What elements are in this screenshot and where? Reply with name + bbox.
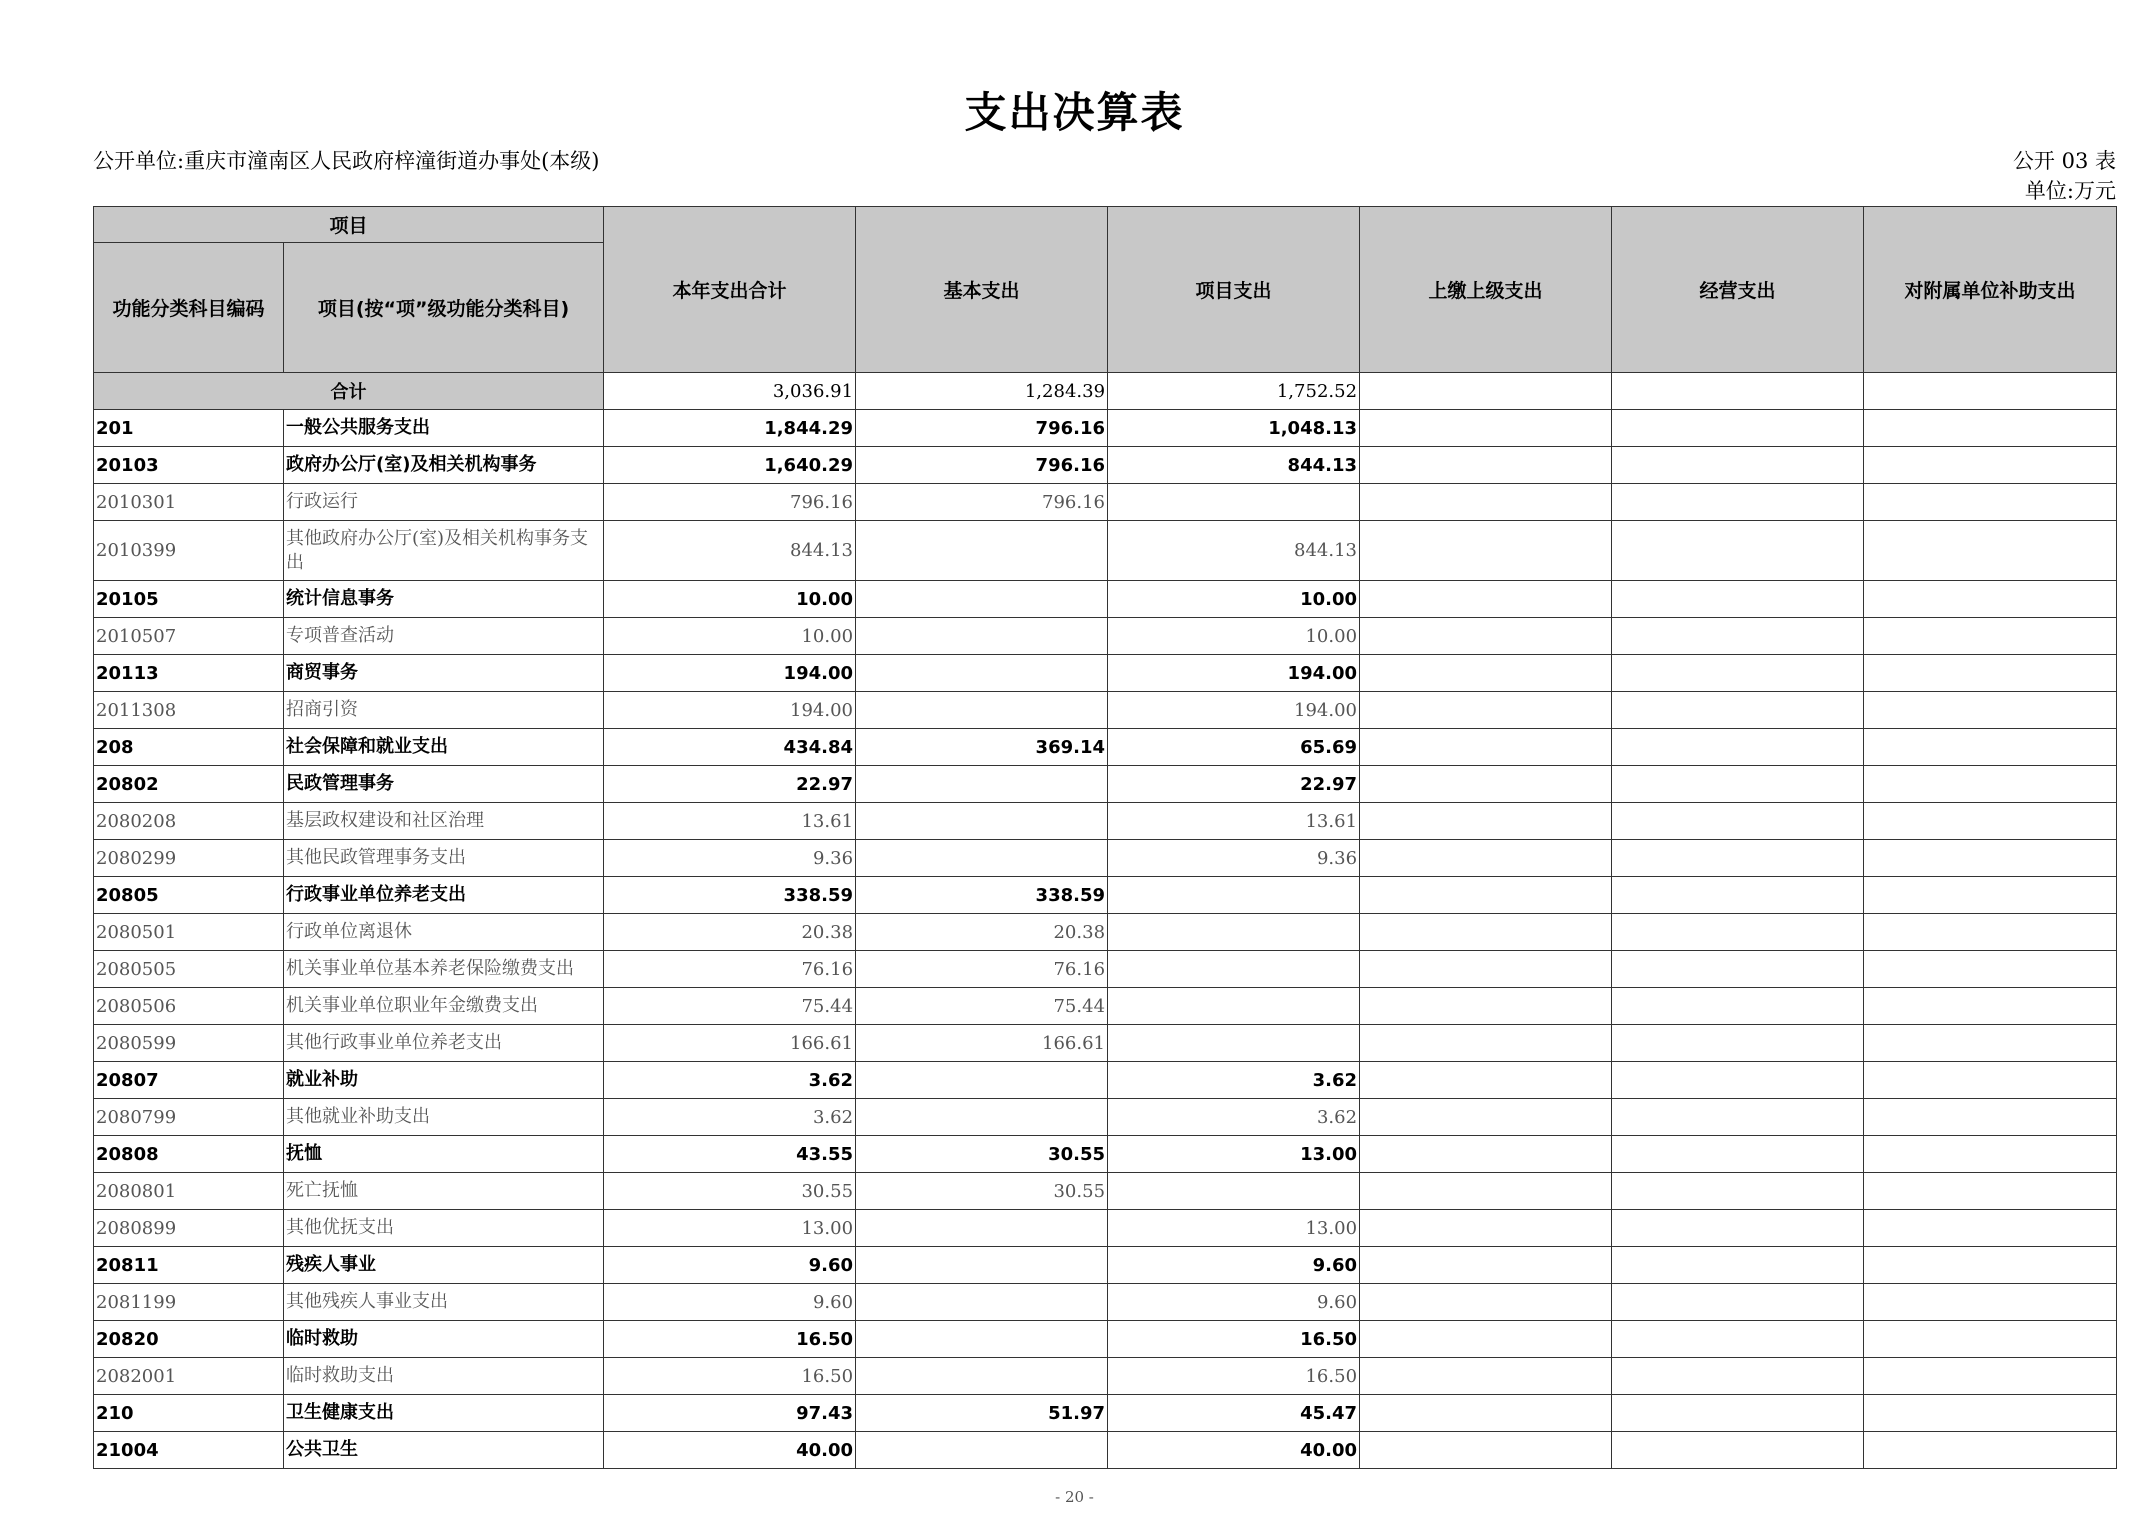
cell-subsidy [1864,447,2117,484]
header-basic: 基本支出 [856,207,1108,373]
cell-name: 招商引资 [284,692,604,729]
cell-total: 194.00 [604,692,856,729]
cell-name: 政府办公厅(室)及相关机构事务 [284,447,604,484]
reporting-unit: 公开单位:重庆市潼南区人民政府梓潼街道办事处(本级) [93,149,600,173]
cell-project [1108,484,1360,521]
cell-total: 194.00 [604,655,856,692]
cell-upper [1360,581,1612,618]
cell-project [1108,988,1360,1025]
cell-name: 其他就业补助支出 [284,1099,604,1136]
cell-subsidy [1864,988,2117,1025]
header-project-expenditure: 项目支出 [1108,207,1360,373]
cell-basic [856,1210,1108,1247]
cell-code: 20808 [94,1136,284,1173]
cell-project: 194.00 [1108,692,1360,729]
cell-total: 75.44 [604,988,856,1025]
cell-code: 20105 [94,581,284,618]
cell-code: 2011308 [94,692,284,729]
cell-business [1612,1321,1864,1358]
cell-basic [856,655,1108,692]
cell-basic: 20.38 [856,914,1108,951]
cell-code: 20820 [94,1321,284,1358]
cell-subsidy [1864,1247,2117,1284]
cell-subsidy [1864,840,2117,877]
cell-name: 其他残疾人事业支出 [284,1284,604,1321]
cell-upper [1360,914,1612,951]
cell-name: 临时救助 [284,1321,604,1358]
cell-total: 434.84 [604,729,856,766]
cell-basic [856,766,1108,803]
cell-name: 专项普查活动 [284,618,604,655]
cell-subsidy [1864,729,2117,766]
cell-code: 2080501 [94,914,284,951]
cell-project [1108,1025,1360,1062]
cell-total: 1,640.29 [604,447,856,484]
cell-basic [856,618,1108,655]
cell-code: 20113 [94,655,284,692]
table-row [94,581,2117,618]
cell-project: 1,048.13 [1108,410,1360,447]
cell-upper [1360,803,1612,840]
cell-total: 3.62 [604,1099,856,1136]
cell-basic [856,1321,1108,1358]
cell-name: 机关事业单位基本养老保险缴费支出 [284,951,604,988]
cell-code: 21004 [94,1432,284,1469]
cell-total: 40.00 [604,1432,856,1469]
cell-name: 其他行政事业单位养老支出 [284,1025,604,1062]
cell-total: 796.16 [604,484,856,521]
cell-business [1612,581,1864,618]
cell-subsidy [1864,1062,2117,1099]
cell-name: 死亡抚恤 [284,1173,604,1210]
cell-business [1612,988,1864,1025]
cell-name: 一般公共服务支出 [284,410,604,447]
cell-total: 16.50 [604,1358,856,1395]
cell-name: 其他政府办公厅(室)及相关机构事务支出 [284,521,604,581]
cell-basic: 796.16 [856,484,1108,521]
total-label: 合计 [94,373,604,410]
cell-basic: 76.16 [856,951,1108,988]
cell-code: 2010301 [94,484,284,521]
cell-basic [856,1247,1108,1284]
expenditure-table [93,206,2117,1469]
cell-total: 338.59 [604,877,856,914]
cell-name: 民政管理事务 [284,766,604,803]
cell-project: 16.50 [1108,1358,1360,1395]
cell-business [1612,1210,1864,1247]
table-row [94,988,2117,1025]
cell-name: 行政单位离退休 [284,914,604,951]
cell-basic [856,803,1108,840]
cell-business [1612,410,1864,447]
cell-subsidy [1864,1173,2117,1210]
cell-name: 机关事业单位职业年金缴费支出 [284,988,604,1025]
cell-code: 2010399 [94,521,284,581]
cell-subsidy [1864,410,2117,447]
cell-total: 22.97 [604,766,856,803]
cell-upper [1360,877,1612,914]
cell-upper [1360,1210,1612,1247]
cell-basic: 338.59 [856,877,1108,914]
table-row [94,1432,2117,1469]
header-subsidy: 对附属单位补助支出 [1864,207,2117,373]
cell-total: 10.00 [604,618,856,655]
table-row [94,1062,2117,1099]
cell-business [1612,692,1864,729]
cell-upper [1360,618,1612,655]
header-code: 功能分类科目编码 [94,243,284,373]
cell-total: 13.61 [604,803,856,840]
cell-code: 20802 [94,766,284,803]
table-row [94,914,2117,951]
cell-business [1612,840,1864,877]
cell-total: 16.50 [604,1321,856,1358]
table-row [94,1025,2117,1062]
cell-basic [856,1432,1108,1469]
cell-name: 其他优抚支出 [284,1210,604,1247]
cell-business [1612,618,1864,655]
cell-total: 844.13 [604,521,856,581]
cell-name: 残疾人事业 [284,1247,604,1284]
cell-business [1612,1395,1864,1432]
table-row [94,447,2117,484]
cell-upper [1360,410,1612,447]
cell-code: 2081199 [94,1284,284,1321]
cell-upper [1360,1321,1612,1358]
cell-total: 1,844.29 [604,410,856,447]
cell-subsidy [1864,951,2117,988]
table-row [94,1136,2117,1173]
table-row [94,410,2117,447]
cell-total: 76.16 [604,951,856,988]
cell-basic: 369.14 [856,729,1108,766]
page-number: - 20 - [1055,1488,1094,1506]
total-upper [1360,373,1612,410]
table-row [94,618,2117,655]
cell-business [1612,729,1864,766]
cell-upper [1360,1062,1612,1099]
cell-code: 2080599 [94,1025,284,1062]
table-number: 公开 03 表 [2012,149,2116,173]
cell-code: 210 [94,1395,284,1432]
cell-basic [856,1062,1108,1099]
cell-basic [856,692,1108,729]
cell-upper [1360,840,1612,877]
page-title: 支出决算表 [964,88,1185,137]
header-name: 项目(按“项”级功能分类科目) [284,243,604,373]
cell-upper [1360,1099,1612,1136]
cell-business [1612,1284,1864,1321]
cell-subsidy [1864,1099,2117,1136]
cell-subsidy [1864,692,2117,729]
cell-basic [856,1284,1108,1321]
cell-project: 10.00 [1108,581,1360,618]
cell-project [1108,877,1360,914]
header-project: 项目 [94,207,604,243]
table-row [94,1210,2117,1247]
cell-upper [1360,1358,1612,1395]
cell-project: 844.13 [1108,447,1360,484]
cell-project: 65.69 [1108,729,1360,766]
cell-total: 13.00 [604,1210,856,1247]
cell-upper [1360,447,1612,484]
cell-total: 30.55 [604,1173,856,1210]
table-row [94,521,2117,581]
cell-basic: 30.55 [856,1173,1108,1210]
cell-upper [1360,766,1612,803]
header-business: 经营支出 [1612,207,1864,373]
cell-upper [1360,1025,1612,1062]
cell-business [1612,1025,1864,1062]
cell-business [1612,655,1864,692]
header-total: 本年支出合计 [604,207,856,373]
cell-project: 844.13 [1108,521,1360,581]
cell-total: 10.00 [604,581,856,618]
cell-code: 2080899 [94,1210,284,1247]
cell-upper [1360,484,1612,521]
cell-total: 20.38 [604,914,856,951]
total-row [94,373,2117,410]
cell-basic: 796.16 [856,410,1108,447]
cell-code: 2080801 [94,1173,284,1210]
cell-project: 13.00 [1108,1136,1360,1173]
cell-subsidy [1864,803,2117,840]
cell-basic [856,1358,1108,1395]
total-total: 3,036.91 [604,373,856,410]
cell-subsidy [1864,877,2117,914]
table-row [94,877,2117,914]
cell-subsidy [1864,1321,2117,1358]
cell-name: 基层政权建设和社区治理 [284,803,604,840]
cell-subsidy [1864,1025,2117,1062]
cell-project: 194.00 [1108,655,1360,692]
cell-project [1108,951,1360,988]
cell-business [1612,484,1864,521]
table-row [94,1099,2117,1136]
table-row [94,1358,2117,1395]
cell-project: 3.62 [1108,1062,1360,1099]
cell-code: 2082001 [94,1358,284,1395]
cell-name: 行政事业单位养老支出 [284,877,604,914]
cell-code: 2010507 [94,618,284,655]
cell-subsidy [1864,581,2117,618]
table-row [94,1321,2117,1358]
cell-upper [1360,692,1612,729]
table-row [94,1284,2117,1321]
cell-project [1108,1173,1360,1210]
cell-basic: 796.16 [856,447,1108,484]
cell-subsidy [1864,1395,2117,1432]
cell-subsidy [1864,655,2117,692]
cell-name: 商贸事务 [284,655,604,692]
cell-code: 20805 [94,877,284,914]
table-row [94,766,2117,803]
cell-basic [856,1099,1108,1136]
cell-total: 43.55 [604,1136,856,1173]
cell-code: 2080506 [94,988,284,1025]
cell-project: 9.60 [1108,1284,1360,1321]
cell-project: 9.36 [1108,840,1360,877]
cell-basic: 30.55 [856,1136,1108,1173]
table-row [94,840,2117,877]
currency-unit: 单位:万元 [2024,179,2116,203]
total-business [1612,373,1864,410]
cell-business [1612,1358,1864,1395]
cell-upper [1360,1247,1612,1284]
total-basic: 1,284.39 [856,373,1108,410]
cell-upper [1360,1136,1612,1173]
cell-subsidy [1864,1432,2117,1469]
cell-name: 卫生健康支出 [284,1395,604,1432]
table-row [94,1173,2117,1210]
cell-basic: 51.97 [856,1395,1108,1432]
cell-upper [1360,1432,1612,1469]
cell-business [1612,877,1864,914]
cell-subsidy [1864,521,2117,581]
cell-subsidy [1864,1136,2117,1173]
cell-code: 201 [94,410,284,447]
table-row [94,655,2117,692]
cell-code: 2080299 [94,840,284,877]
cell-code: 20103 [94,447,284,484]
cell-total: 166.61 [604,1025,856,1062]
cell-business [1612,1432,1864,1469]
table-row [94,1247,2117,1284]
table-row [94,692,2117,729]
cell-subsidy [1864,484,2117,521]
cell-code: 208 [94,729,284,766]
cell-code: 2080208 [94,803,284,840]
cell-business [1612,914,1864,951]
cell-basic: 75.44 [856,988,1108,1025]
table-row [94,803,2117,840]
cell-upper [1360,655,1612,692]
table-row [94,951,2117,988]
cell-subsidy [1864,914,2117,951]
cell-code: 20807 [94,1062,284,1099]
cell-name: 抚恤 [284,1136,604,1173]
cell-project: 13.00 [1108,1210,1360,1247]
cell-name: 统计信息事务 [284,581,604,618]
table-row [94,729,2117,766]
cell-name: 其他民政管理事务支出 [284,840,604,877]
cell-project: 40.00 [1108,1432,1360,1469]
header-upper-payment: 上缴上级支出 [1360,207,1612,373]
cell-name: 公共卫生 [284,1432,604,1469]
cell-project: 9.60 [1108,1247,1360,1284]
cell-project: 3.62 [1108,1099,1360,1136]
cell-upper [1360,1284,1612,1321]
cell-total: 3.62 [604,1062,856,1099]
cell-code: 20811 [94,1247,284,1284]
cell-basic [856,581,1108,618]
cell-business [1612,1247,1864,1284]
cell-business [1612,1173,1864,1210]
cell-business [1612,766,1864,803]
cell-upper [1360,1173,1612,1210]
cell-project: 16.50 [1108,1321,1360,1358]
cell-name: 社会保障和就业支出 [284,729,604,766]
cell-project: 13.61 [1108,803,1360,840]
cell-name: 就业补助 [284,1062,604,1099]
cell-basic [856,521,1108,581]
cell-subsidy [1864,1358,2117,1395]
cell-total: 9.60 [604,1247,856,1284]
cell-name: 行政运行 [284,484,604,521]
cell-business [1612,803,1864,840]
cell-upper [1360,988,1612,1025]
cell-business [1612,951,1864,988]
cell-project: 22.97 [1108,766,1360,803]
cell-subsidy [1864,1284,2117,1321]
cell-project [1108,914,1360,951]
cell-business [1612,1062,1864,1099]
table-row [94,484,2117,521]
cell-project: 10.00 [1108,618,1360,655]
cell-code: 2080799 [94,1099,284,1136]
cell-subsidy [1864,1210,2117,1247]
table-row [94,1395,2117,1432]
cell-business [1612,1099,1864,1136]
cell-upper [1360,729,1612,766]
cell-total: 9.36 [604,840,856,877]
cell-upper [1360,951,1612,988]
cell-name: 临时救助支出 [284,1358,604,1395]
cell-subsidy [1864,766,2117,803]
cell-total: 9.60 [604,1284,856,1321]
cell-basic: 166.61 [856,1025,1108,1062]
cell-code: 2080505 [94,951,284,988]
cell-basic [856,840,1108,877]
cell-total: 97.43 [604,1395,856,1432]
cell-business [1612,521,1864,581]
cell-upper [1360,521,1612,581]
cell-project: 45.47 [1108,1395,1360,1432]
cell-upper [1360,1395,1612,1432]
total-subsidy [1864,373,2117,410]
cell-business [1612,447,1864,484]
cell-subsidy [1864,618,2117,655]
total-project: 1,752.52 [1108,373,1360,410]
cell-business [1612,1136,1864,1173]
